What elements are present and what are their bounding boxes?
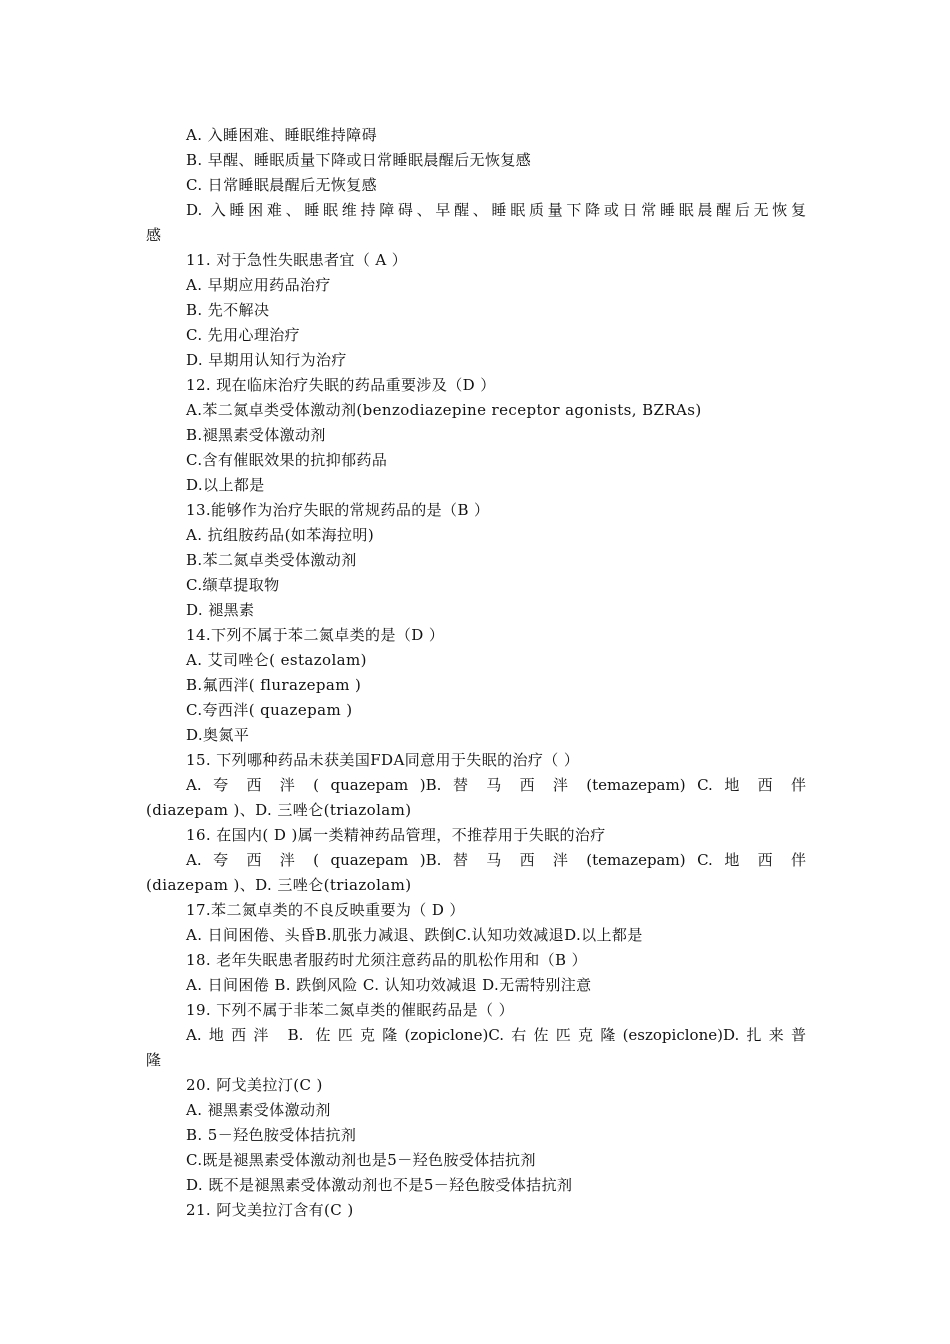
option-line: B.氟西泮( flurazepam ) xyxy=(186,676,362,694)
option-line: A.地西泮 B. 佐匹克隆(zopiclone)C.右佐匹克隆(eszopiclone)D.扎来普 xyxy=(186,1026,806,1044)
option-line: C. 日常睡眠晨醒后无恢复感 xyxy=(186,176,378,194)
continuation-line: 隆 xyxy=(146,1051,162,1069)
option-line: D. 褪黑素 xyxy=(186,601,255,619)
option-line: C.缬草提取物 xyxy=(186,576,280,594)
question-line: 14.下列不属于苯二氮卓类的是（D ） xyxy=(186,626,445,644)
option-line: D. 早期用认知行为治疗 xyxy=(186,351,347,369)
option-line: D. 既不是褪黑素受体激动剂也不是5－羟色胺受体拮抗剂 xyxy=(186,1176,573,1194)
option-line: A.苯二氮卓类受体激动剂(benzodiazepine receptor agonists, BZRAs) xyxy=(186,401,702,419)
continuation-line: 感 xyxy=(146,226,162,244)
continuation-line: (diazepam )、D. 三唑仑(triazolam) xyxy=(146,876,412,894)
option-line: A. 入睡困难、睡眠维持障碍 xyxy=(186,126,377,144)
question-line: 11. 对于急性失眠患者宜（ A ） xyxy=(186,251,408,269)
option-line: B. 5－羟色胺受体拮抗剂 xyxy=(186,1126,357,1144)
option-line: A. 夸 西 泮 ( quazepam )B. 替 马 西 泮 (temazepam) C. 地 西 伴 xyxy=(186,776,806,794)
question-line: 18. 老年失眠患者服药时尤须注意药品的肌松作用和（B ） xyxy=(186,951,588,969)
question-line: 19. 下列不属于非苯二氮卓类的催眠药品是（ ） xyxy=(186,1001,514,1019)
option-line: B.苯二氮卓类受体激动剂 xyxy=(186,551,357,569)
option-line: C.含有催眠效果的抗抑郁药品 xyxy=(186,451,388,469)
question-line: 21. 阿戈美拉汀含有(C ) xyxy=(186,1201,354,1219)
option-line: D. 入睡困难、睡眠维持障碍、早醒、睡眠质量下降或日常睡眠晨醒后无恢复 xyxy=(186,201,806,219)
question-line: 12. 现在临床治疗失眠的药品重要涉及（D ） xyxy=(186,376,496,394)
question-line: 16. 在国内( D )属一类精神药品管理，不推荐用于失眠的治疗 xyxy=(186,826,606,844)
question-line: 15. 下列哪种药品未获美国FDA同意用于失眠的治疗（ ） xyxy=(186,751,580,769)
option-line: D.以上都是 xyxy=(186,476,265,494)
option-line: A. 抗组胺药品(如苯海拉明) xyxy=(186,526,375,544)
option-line: A. 夸 西 泮 ( quazepam )B. 替 马 西 泮 (temazepam) C. 地 西 伴 xyxy=(186,851,806,869)
option-line: C. 先用心理治疗 xyxy=(186,326,301,344)
option-line: C.夸西泮( quazepam ) xyxy=(186,701,353,719)
option-line: A. 日间困倦、头昏B.肌张力减退、跌倒C.认知功效减退D.以上都是 xyxy=(186,926,643,944)
option-line: A. 褪黑素受体激动剂 xyxy=(186,1101,331,1119)
document-page xyxy=(0,123,950,1223)
option-line: D.奥氮平 xyxy=(186,726,250,744)
option-line: A. 日间困倦 B. 跌倒风险 C. 认知功效减退 D.无需特别注意 xyxy=(186,976,592,994)
option-line: C.既是褪黑素受体激动剂也是5－羟色胺受体拮抗剂 xyxy=(186,1151,536,1169)
continuation-line: (diazepam )、D. 三唑仑(triazolam) xyxy=(146,801,412,819)
option-line: B.褪黑素受体激动剂 xyxy=(186,426,326,444)
question-line: 20. 阿戈美拉汀(C ) xyxy=(186,1076,323,1094)
option-line: B. 早醒、睡眠质量下降或日常睡眠晨醒后无恢复感 xyxy=(186,151,532,169)
question-line: 13.能够作为治疗失眠的常规药品的是（B ） xyxy=(186,501,490,519)
question-line: 17.苯二氮卓类的不良反映重要为（ D ） xyxy=(186,901,465,919)
option-line: B. 先不解决 xyxy=(186,301,270,319)
option-line: A. 早期应用药品治疗 xyxy=(186,276,331,294)
option-line: A. 艾司唑仑( estazolam) xyxy=(186,651,367,669)
